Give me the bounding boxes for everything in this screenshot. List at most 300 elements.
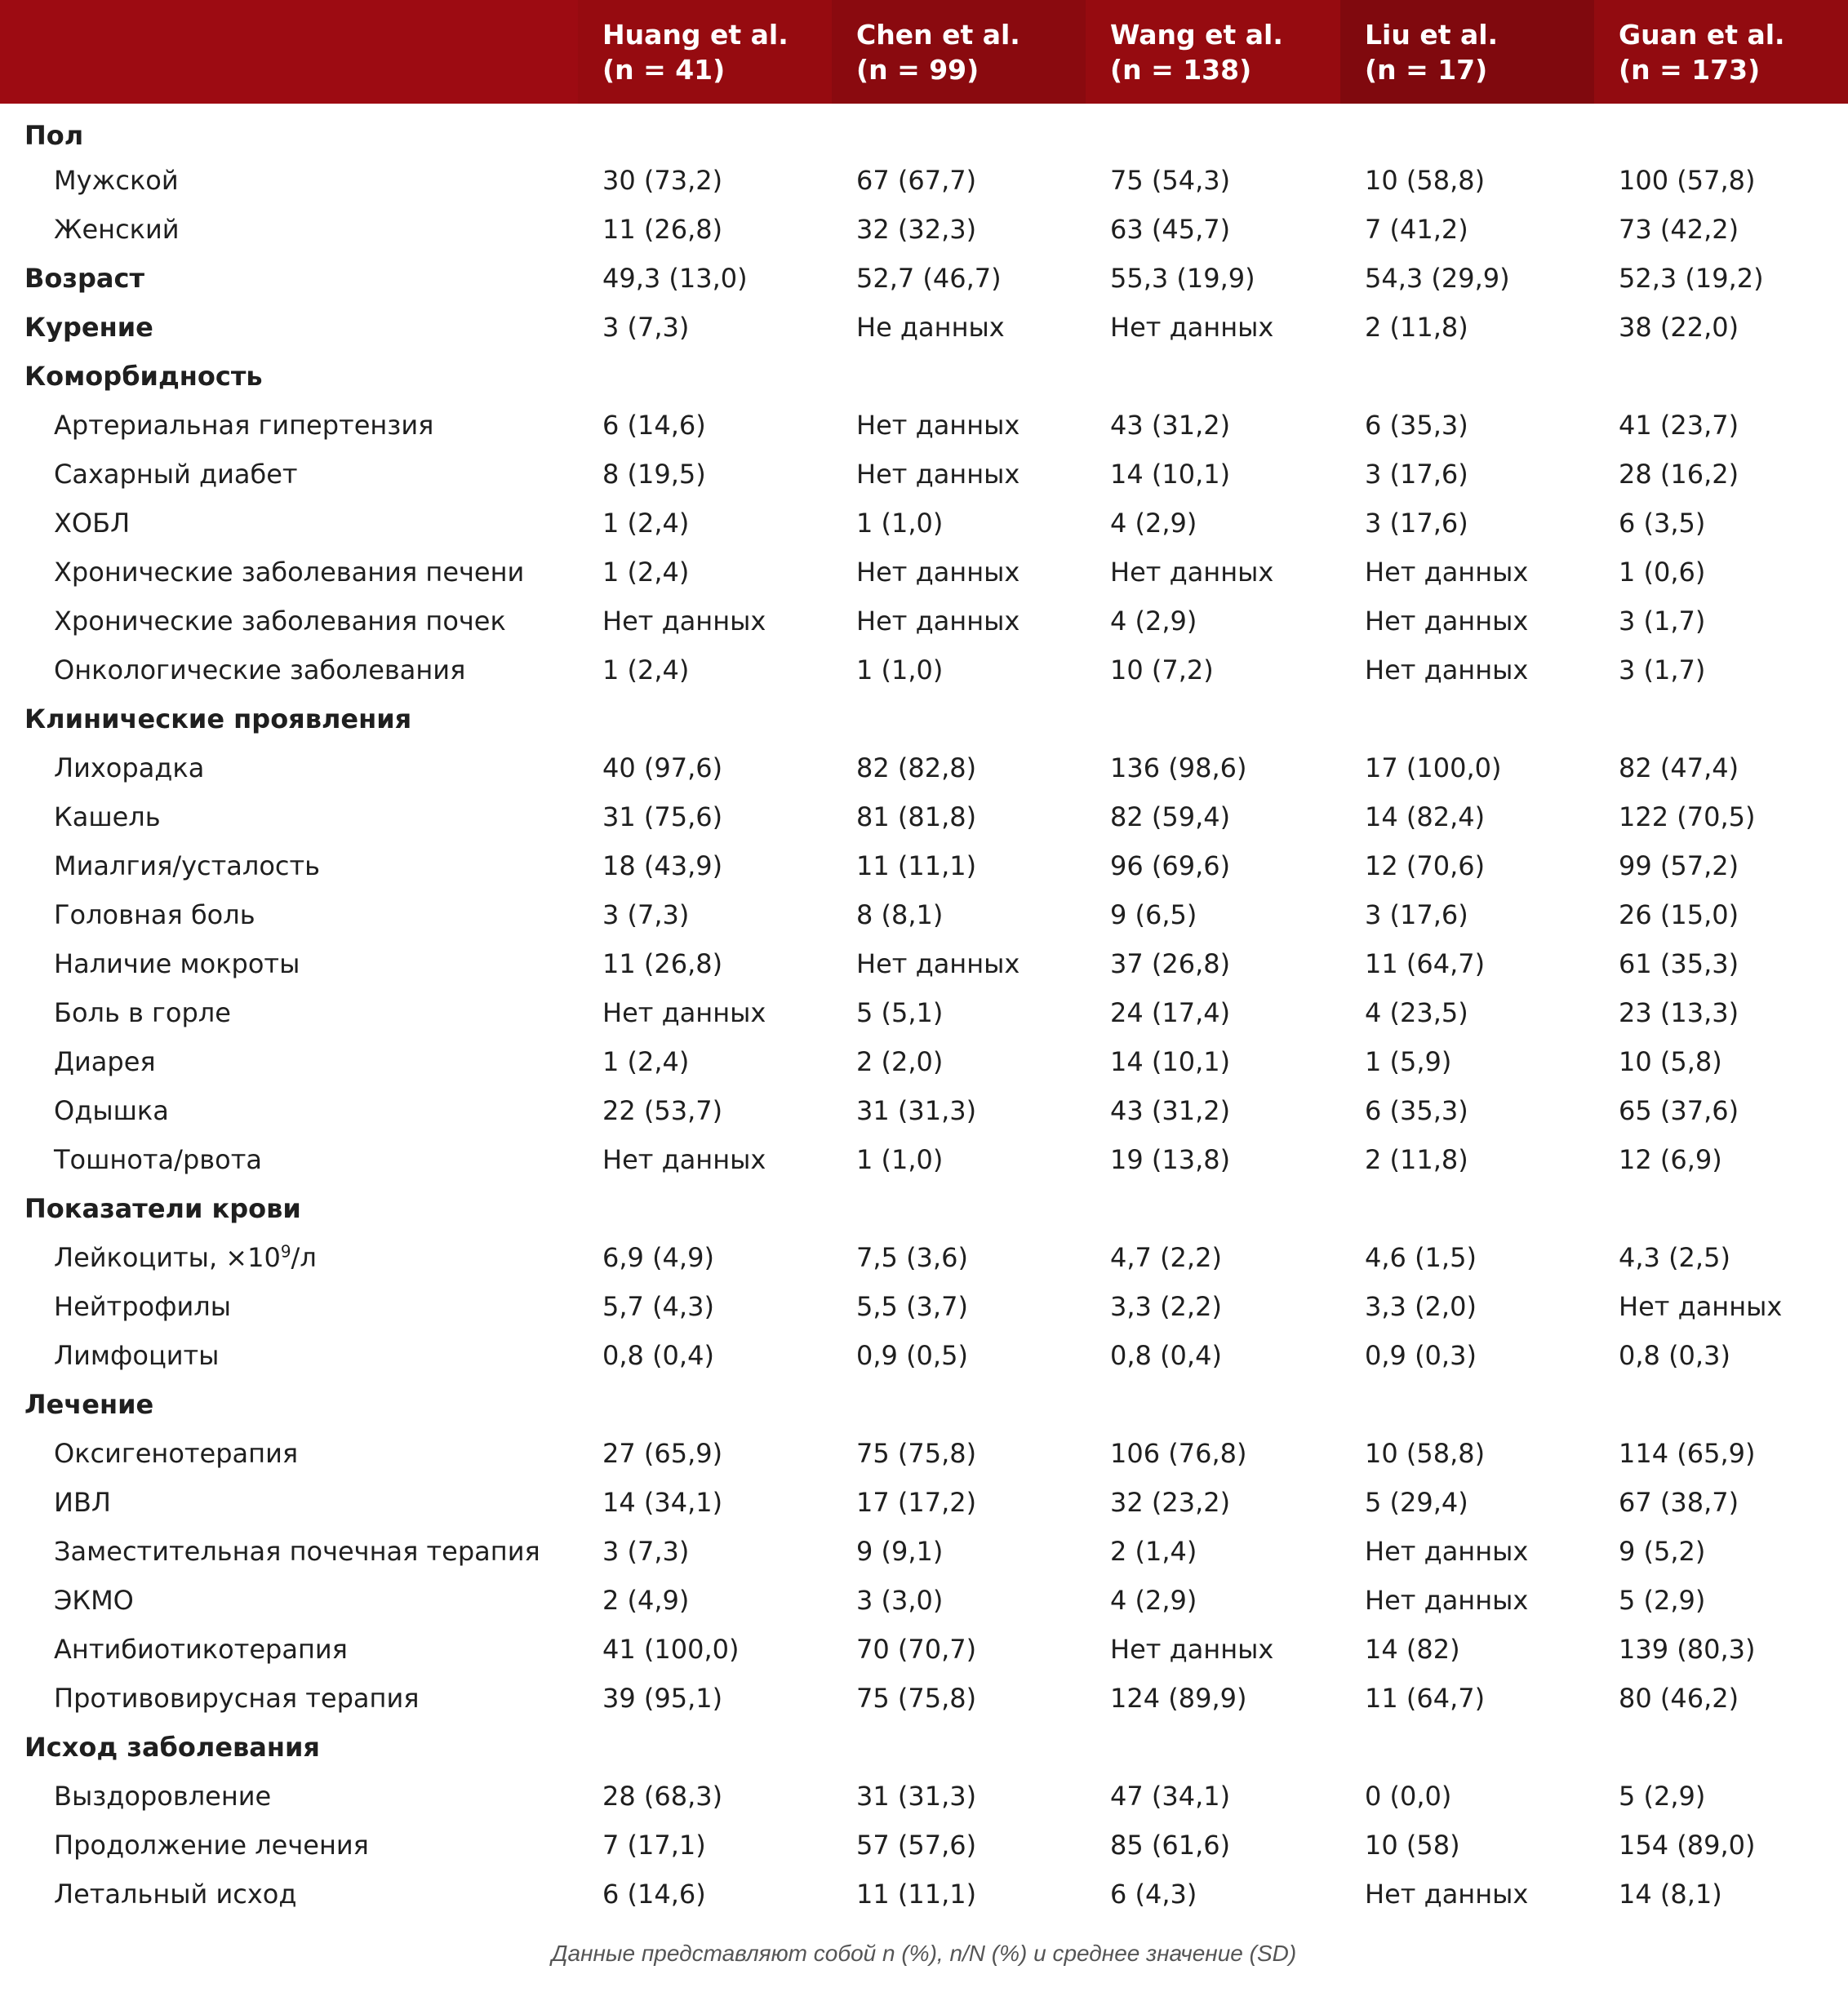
table-cell: Нет данных bbox=[602, 1144, 766, 1175]
table-cell: 2 (11,8) bbox=[1365, 1144, 1468, 1175]
table-cell: 14 (8,1) bbox=[1619, 1879, 1722, 1910]
header-sample-size: (n = 41) bbox=[602, 53, 726, 86]
section-label bbox=[0, 1723, 578, 1772]
table-cell: 0,9 (0,5) bbox=[856, 1340, 968, 1371]
row-label bbox=[0, 743, 578, 792]
table-cell bbox=[1594, 352, 1848, 401]
row-label bbox=[0, 1282, 578, 1331]
table-cell: 31 (31,3) bbox=[856, 1781, 977, 1812]
table-cell: 28 (16,2) bbox=[1619, 459, 1739, 490]
row-label-text: Диарея bbox=[54, 1046, 156, 1077]
table-cell: Нет данных bbox=[1110, 1634, 1274, 1665]
row-label bbox=[0, 841, 578, 890]
header-col-huang bbox=[578, 0, 832, 104]
header-sample-size: (n = 138) bbox=[1110, 53, 1252, 86]
header-study-name: Guan et al. bbox=[1619, 18, 1785, 51]
table-cell: 6,9 (4,9) bbox=[602, 1242, 714, 1273]
row-label-text: Хронические заболевания печени bbox=[54, 557, 525, 588]
row-label-text: Продолжение лечения bbox=[54, 1830, 369, 1861]
row-label-text: Заместительная почечная терапия bbox=[54, 1536, 540, 1567]
table-cell: 4,3 (2,5) bbox=[1619, 1242, 1730, 1273]
table-cell: 0 (0,0) bbox=[1365, 1781, 1452, 1812]
table-cell: 11 (11,1) bbox=[856, 850, 977, 881]
table-cell: 70 (70,7) bbox=[856, 1634, 977, 1665]
table-cell: 5 (2,9) bbox=[1619, 1585, 1706, 1616]
table-cell: 82 (82,8) bbox=[856, 752, 977, 783]
table-cell: 24 (17,4) bbox=[1110, 997, 1231, 1028]
row-label-text: Кашель bbox=[54, 801, 161, 832]
row-label bbox=[0, 1331, 578, 1380]
table-cell: 10 (58,8) bbox=[1365, 1438, 1486, 1469]
table-cell: 10 (58) bbox=[1365, 1830, 1460, 1861]
table-row bbox=[0, 1772, 1848, 1821]
table-cell: 6 (4,3) bbox=[1110, 1879, 1197, 1910]
row-label bbox=[0, 1233, 578, 1282]
table-cell bbox=[1594, 1723, 1848, 1772]
row-label bbox=[0, 1772, 578, 1821]
table-cell: 6 (14,6) bbox=[602, 1879, 706, 1910]
table-row bbox=[0, 743, 1848, 792]
table-cell: 3 (17,6) bbox=[1365, 508, 1468, 539]
header-study-name: Liu et al. bbox=[1365, 18, 1499, 51]
table-cell: Нет данных bbox=[856, 557, 1020, 588]
row-label bbox=[0, 939, 578, 988]
table-cell: 4 (23,5) bbox=[1365, 997, 1468, 1028]
table-cell: 14 (82) bbox=[1365, 1634, 1460, 1665]
table-cell: 52,7 (46,7) bbox=[856, 263, 1002, 294]
table-cell: 81 (81,8) bbox=[856, 801, 977, 832]
table-cell: 0,9 (0,3) bbox=[1365, 1340, 1477, 1371]
section-label bbox=[0, 104, 578, 156]
table-row bbox=[0, 1282, 1848, 1331]
table-row bbox=[0, 499, 1848, 548]
row-label-text: ИВЛ bbox=[54, 1487, 111, 1518]
table-row bbox=[0, 1037, 1848, 1086]
table-row bbox=[0, 939, 1848, 988]
table-row bbox=[0, 988, 1848, 1037]
table-cell: 1 (5,9) bbox=[1365, 1046, 1452, 1077]
row-label-text: Тошнота/рвота bbox=[54, 1144, 262, 1175]
table-cell: 38 (22,0) bbox=[1619, 312, 1739, 343]
table-cell bbox=[1086, 104, 1340, 156]
table-cell: 3,3 (2,2) bbox=[1110, 1291, 1222, 1322]
table-cell bbox=[1594, 1184, 1848, 1233]
table-cell bbox=[1086, 694, 1340, 743]
table-cell: Нет данных bbox=[1365, 654, 1529, 685]
row-label bbox=[0, 597, 578, 646]
table-cell: 3,3 (2,0) bbox=[1365, 1291, 1477, 1322]
table-cell: 7 (17,1) bbox=[602, 1830, 706, 1861]
table-row bbox=[0, 597, 1848, 646]
table-row bbox=[0, 1821, 1848, 1870]
table-cell: 30 (73,2) bbox=[602, 165, 723, 196]
row-label-text: Миалгия/усталость bbox=[54, 850, 321, 881]
table-cell bbox=[832, 352, 1086, 401]
row-label bbox=[0, 1429, 578, 1478]
table-cell: 14 (10,1) bbox=[1110, 459, 1231, 490]
table-cell: 11 (64,7) bbox=[1365, 1683, 1486, 1714]
section-label bbox=[0, 303, 578, 352]
table-row bbox=[0, 1674, 1848, 1723]
table-cell: 41 (100,0) bbox=[602, 1634, 740, 1665]
table-cell: 0,8 (0,4) bbox=[602, 1340, 714, 1371]
table-cell: 61 (35,3) bbox=[1619, 948, 1739, 979]
table-cell: 4 (2,9) bbox=[1110, 1585, 1197, 1616]
table-cell: 3 (1,7) bbox=[1619, 606, 1706, 637]
table-cell: 5 (29,4) bbox=[1365, 1487, 1468, 1518]
table-row bbox=[0, 1135, 1848, 1184]
table-row bbox=[0, 1576, 1848, 1625]
table-cell bbox=[1086, 1184, 1340, 1233]
row-label bbox=[0, 890, 578, 939]
header-sample-size: (n = 99) bbox=[856, 53, 980, 86]
table-cell: 67 (38,7) bbox=[1619, 1487, 1739, 1518]
row-label bbox=[0, 205, 578, 254]
table-cell: 122 (70,5) bbox=[1619, 801, 1756, 832]
table-row bbox=[0, 792, 1848, 841]
row-label-text: Оксигенотерапия bbox=[54, 1438, 299, 1469]
table-row bbox=[0, 156, 1848, 205]
table-row bbox=[0, 1625, 1848, 1674]
row-label-text: Пол bbox=[24, 120, 84, 151]
table-cell: 99 (57,2) bbox=[1619, 850, 1739, 881]
table-cell: 31 (75,6) bbox=[602, 801, 723, 832]
table-cell: 14 (82,4) bbox=[1365, 801, 1486, 832]
table-cell bbox=[578, 1380, 832, 1429]
table-cell: 7 (41,2) bbox=[1365, 214, 1468, 245]
table-cell: 37 (26,8) bbox=[1110, 948, 1231, 979]
table-row bbox=[0, 1478, 1848, 1527]
row-label bbox=[0, 1527, 578, 1576]
table-section-row bbox=[0, 303, 1848, 352]
table-row bbox=[0, 890, 1848, 939]
table-cell: Не данных bbox=[856, 312, 1005, 343]
section-label bbox=[0, 254, 578, 303]
table-cell bbox=[1086, 1723, 1340, 1772]
row-label-text: Лимфоциты bbox=[54, 1340, 220, 1371]
table-cell: 19 (13,8) bbox=[1110, 1144, 1231, 1175]
table-cell: Нет данных bbox=[1619, 1291, 1783, 1322]
table-cell: 85 (61,6) bbox=[1110, 1830, 1231, 1861]
table-cell: 2 (2,0) bbox=[856, 1046, 944, 1077]
header-col-wang bbox=[1086, 0, 1340, 104]
table-cell: 67 (67,7) bbox=[856, 165, 977, 196]
table-cell bbox=[578, 104, 832, 156]
table-cell: 55,3 (19,9) bbox=[1110, 263, 1255, 294]
row-label-text: Возраст bbox=[24, 263, 144, 294]
section-label bbox=[0, 352, 578, 401]
row-label bbox=[0, 1870, 578, 1919]
row-label-unit: /л bbox=[291, 1242, 317, 1273]
table-cell: 9 (6,5) bbox=[1110, 899, 1197, 930]
row-label bbox=[0, 1135, 578, 1184]
table-cell: 0,8 (0,3) bbox=[1619, 1340, 1730, 1371]
row-label bbox=[0, 1674, 578, 1723]
row-label-text: ЭКМО bbox=[54, 1585, 134, 1616]
table-row bbox=[0, 1331, 1848, 1380]
row-label-text: Лечение bbox=[24, 1389, 154, 1420]
header-col-chen bbox=[832, 0, 1086, 104]
table-cell: 10 (5,8) bbox=[1619, 1046, 1722, 1077]
table-cell: 17 (17,2) bbox=[856, 1487, 977, 1518]
table-cell: 4,7 (2,2) bbox=[1110, 1242, 1222, 1273]
table-cell: 3 (1,7) bbox=[1619, 654, 1706, 685]
table-cell bbox=[578, 352, 832, 401]
row-label bbox=[0, 156, 578, 205]
row-label bbox=[0, 988, 578, 1037]
table-cell: 2 (11,8) bbox=[1365, 312, 1468, 343]
table-row bbox=[0, 1429, 1848, 1478]
section-label bbox=[0, 694, 578, 743]
table-cell: 41 (23,7) bbox=[1619, 410, 1739, 441]
table-cell: 3 (17,6) bbox=[1365, 459, 1468, 490]
table-cell: 22 (53,7) bbox=[602, 1095, 723, 1126]
table-cell: 57 (57,6) bbox=[856, 1830, 977, 1861]
row-label-text: Лейкоциты, ×10 bbox=[54, 1242, 281, 1273]
table-cell bbox=[1594, 694, 1848, 743]
table-row bbox=[0, 205, 1848, 254]
table-cell: 47 (34,1) bbox=[1110, 1781, 1231, 1812]
table-cell bbox=[578, 694, 832, 743]
table-section-row bbox=[0, 1184, 1848, 1233]
table-cell: 39 (95,1) bbox=[602, 1683, 723, 1714]
table-cell: 43 (31,2) bbox=[1110, 1095, 1231, 1126]
table-cell bbox=[1340, 104, 1594, 156]
table-cell bbox=[1086, 1380, 1340, 1429]
row-label bbox=[0, 1037, 578, 1086]
table-cell: 3 (3,0) bbox=[856, 1585, 944, 1616]
table-row bbox=[0, 841, 1848, 890]
table-cell: 40 (97,6) bbox=[602, 752, 723, 783]
table-cell: Нет данных bbox=[1365, 1585, 1529, 1616]
table-cell: 4,6 (1,5) bbox=[1365, 1242, 1477, 1273]
table-cell: 6 (3,5) bbox=[1619, 508, 1706, 539]
table-cell: 4 (2,9) bbox=[1110, 508, 1197, 539]
table-footnote: Данные представляют собой n (%), n/N (%) и среднее значение (SD) bbox=[551, 1941, 1297, 1966]
table-cell: 14 (34,1) bbox=[602, 1487, 723, 1518]
row-label-text: Сахарный диабет bbox=[54, 459, 298, 490]
header-col-liu bbox=[1340, 0, 1594, 104]
table-cell: 6 (35,3) bbox=[1365, 410, 1468, 441]
table-cell: 9 (5,2) bbox=[1619, 1536, 1706, 1567]
table-cell: 1 (1,0) bbox=[856, 508, 944, 539]
row-label bbox=[0, 548, 578, 597]
table-cell: 2 (1,4) bbox=[1110, 1536, 1197, 1567]
table-cell: Нет данных bbox=[1110, 312, 1274, 343]
header-sample-size: (n = 173) bbox=[1619, 53, 1761, 86]
table-cell: 9 (9,1) bbox=[856, 1536, 944, 1567]
table-cell: 100 (57,8) bbox=[1619, 165, 1756, 196]
table-cell: Нет данных bbox=[1365, 1879, 1529, 1910]
row-label bbox=[0, 646, 578, 694]
table-section-row bbox=[0, 694, 1848, 743]
row-label-text: Хронические заболевания почек bbox=[54, 606, 506, 637]
table-cell: 23 (13,3) bbox=[1619, 997, 1739, 1028]
table-cell: 6 (35,3) bbox=[1365, 1095, 1468, 1126]
table-cell: Нет данных bbox=[856, 606, 1020, 637]
header-row bbox=[0, 0, 1848, 104]
table-row bbox=[0, 1233, 1848, 1282]
table-cell: Нет данных bbox=[1110, 557, 1274, 588]
row-label-text: Лихорадка bbox=[54, 752, 205, 783]
table-cell bbox=[578, 1184, 832, 1233]
table-body bbox=[0, 104, 1848, 1919]
table-cell: 11 (26,8) bbox=[602, 948, 723, 979]
table-cell: Нет данных bbox=[1365, 1536, 1529, 1567]
table-cell: Нет данных bbox=[856, 410, 1020, 441]
table-cell: 12 (6,9) bbox=[1619, 1144, 1722, 1175]
table-row bbox=[0, 401, 1848, 450]
row-label-text: Артериальная гипертензия bbox=[54, 410, 434, 441]
row-label-text: Курение bbox=[24, 312, 153, 343]
row-label-text: Женский bbox=[54, 214, 180, 245]
table-cell: 1 (2,4) bbox=[602, 557, 690, 588]
table-section-row bbox=[0, 352, 1848, 401]
table-cell: 63 (45,7) bbox=[1110, 214, 1231, 245]
table-cell: 5,5 (3,7) bbox=[856, 1291, 968, 1322]
table-cell: 3 (17,6) bbox=[1365, 899, 1468, 930]
table-cell bbox=[1594, 104, 1848, 156]
header-empty-cell bbox=[0, 0, 578, 104]
table-cell: 32 (32,3) bbox=[856, 214, 977, 245]
table-cell: 82 (47,4) bbox=[1619, 752, 1739, 783]
row-label-text: Онкологические заболевания bbox=[54, 654, 466, 685]
header-study-name: Huang et al. bbox=[602, 18, 789, 51]
header-study-name: Wang et al. bbox=[1110, 18, 1283, 51]
table-cell: Нет данных bbox=[856, 459, 1020, 490]
table-cell: 65 (37,6) bbox=[1619, 1095, 1739, 1126]
row-label-text: Противовирусная терапия bbox=[54, 1683, 420, 1714]
table-cell: 75 (75,8) bbox=[856, 1438, 977, 1469]
table-cell: 32 (23,2) bbox=[1110, 1487, 1231, 1518]
header-sample-size: (n = 17) bbox=[1365, 53, 1488, 86]
table-cell bbox=[1340, 694, 1594, 743]
table-cell: 14 (10,1) bbox=[1110, 1046, 1231, 1077]
table-cell: 26 (15,0) bbox=[1619, 899, 1739, 930]
row-label-superscript: 9 bbox=[280, 1241, 291, 1262]
table-cell: 10 (58,8) bbox=[1365, 165, 1486, 196]
table-cell bbox=[1340, 1380, 1594, 1429]
row-label-text: Головная боль bbox=[54, 899, 255, 930]
table-row bbox=[0, 1086, 1848, 1135]
table-cell: 1 (0,6) bbox=[1619, 557, 1706, 588]
table-cell: 8 (8,1) bbox=[856, 899, 944, 930]
table-row bbox=[0, 1527, 1848, 1576]
table-section-row bbox=[0, 1380, 1848, 1429]
table-cell: Нет данных bbox=[1365, 606, 1529, 637]
table-cell: 1 (2,4) bbox=[602, 508, 690, 539]
table-cell: 49,3 (13,0) bbox=[602, 263, 748, 294]
table-cell bbox=[832, 104, 1086, 156]
table-cell: 73 (42,2) bbox=[1619, 214, 1739, 245]
row-label bbox=[0, 450, 578, 499]
table-section-row bbox=[0, 1723, 1848, 1772]
row-label bbox=[0, 1576, 578, 1625]
row-label-text: Мужской bbox=[54, 165, 179, 196]
table-cell: Нет данных bbox=[1365, 557, 1529, 588]
table-cell: 82 (59,4) bbox=[1110, 801, 1231, 832]
row-label bbox=[0, 1821, 578, 1870]
header-col-guan bbox=[1594, 0, 1848, 104]
table-cell bbox=[1340, 1723, 1594, 1772]
table-cell: 5 (2,9) bbox=[1619, 1781, 1706, 1812]
table-cell: 43 (31,2) bbox=[1110, 410, 1231, 441]
table-section-row bbox=[0, 254, 1848, 303]
table-cell: Нет данных bbox=[856, 948, 1020, 979]
table-cell: 31 (31,3) bbox=[856, 1095, 977, 1126]
table-cell: Нет данных bbox=[602, 997, 766, 1028]
table-cell: 1 (1,0) bbox=[856, 1144, 944, 1175]
row-label bbox=[0, 1478, 578, 1527]
table-cell: 12 (70,6) bbox=[1365, 850, 1486, 881]
section-label bbox=[0, 1184, 578, 1233]
row-label-text: Боль в горле bbox=[54, 997, 231, 1028]
row-label-text: Коморбидность bbox=[24, 361, 263, 392]
table-cell: 136 (98,6) bbox=[1110, 752, 1247, 783]
table-cell: 11 (64,7) bbox=[1365, 948, 1486, 979]
row-label-text: Летальный исход bbox=[54, 1879, 297, 1910]
table-cell: 7,5 (3,6) bbox=[856, 1242, 968, 1273]
row-label-text: Исход заболевания bbox=[24, 1732, 320, 1763]
table-row bbox=[0, 1870, 1848, 1919]
table-cell: 11 (26,8) bbox=[602, 214, 723, 245]
table-row bbox=[0, 646, 1848, 694]
table-cell bbox=[1594, 1380, 1848, 1429]
table-cell bbox=[1340, 1184, 1594, 1233]
table-cell bbox=[832, 694, 1086, 743]
row-label bbox=[0, 792, 578, 841]
table-cell bbox=[1340, 352, 1594, 401]
row-label bbox=[0, 401, 578, 450]
table-cell: 17 (100,0) bbox=[1365, 752, 1502, 783]
table-cell: 28 (68,3) bbox=[602, 1781, 723, 1812]
row-label-text: Нейтрофилы bbox=[54, 1291, 231, 1322]
row-label-text: Клинические проявления bbox=[24, 703, 412, 734]
row-label-text: Одышка bbox=[54, 1095, 169, 1126]
table-cell: 4 (2,9) bbox=[1110, 606, 1197, 637]
row-label-text: Показатели крови bbox=[24, 1193, 301, 1224]
table-cell bbox=[832, 1380, 1086, 1429]
row-label-text: Выздоровление bbox=[54, 1781, 272, 1812]
table-cell: 10 (7,2) bbox=[1110, 654, 1214, 685]
table-cell: 18 (43,9) bbox=[602, 850, 723, 881]
table-cell: 6 (14,6) bbox=[602, 410, 706, 441]
table-cell: 0,8 (0,4) bbox=[1110, 1340, 1222, 1371]
table-cell: 154 (89,0) bbox=[1619, 1830, 1756, 1861]
table-cell: 106 (76,8) bbox=[1110, 1438, 1247, 1469]
table-row bbox=[0, 450, 1848, 499]
table-cell: 75 (75,8) bbox=[856, 1683, 977, 1714]
table-cell: 8 (19,5) bbox=[602, 459, 706, 490]
header-study-name: Chen et al. bbox=[856, 18, 1020, 51]
table-row bbox=[0, 548, 1848, 597]
row-label-text: Наличие мокроты bbox=[54, 948, 300, 979]
table-cell: 1 (2,4) bbox=[602, 654, 690, 685]
row-label-text: ХОБЛ bbox=[54, 508, 131, 539]
table-section-row bbox=[0, 104, 1848, 156]
table-cell: 139 (80,3) bbox=[1619, 1634, 1756, 1665]
row-label-text: Антибиотикотерапия bbox=[54, 1634, 348, 1665]
table-cell: 96 (69,6) bbox=[1110, 850, 1231, 881]
table-cell: 1 (2,4) bbox=[602, 1046, 690, 1077]
table-cell: 3 (7,3) bbox=[602, 312, 690, 343]
table-cell: 5 (5,1) bbox=[856, 997, 944, 1028]
table-cell: 2 (4,9) bbox=[602, 1585, 690, 1616]
table-cell bbox=[832, 1184, 1086, 1233]
table-cell: 75 (54,3) bbox=[1110, 165, 1231, 196]
table-cell: 27 (65,9) bbox=[602, 1438, 723, 1469]
table-cell: 1 (1,0) bbox=[856, 654, 944, 685]
